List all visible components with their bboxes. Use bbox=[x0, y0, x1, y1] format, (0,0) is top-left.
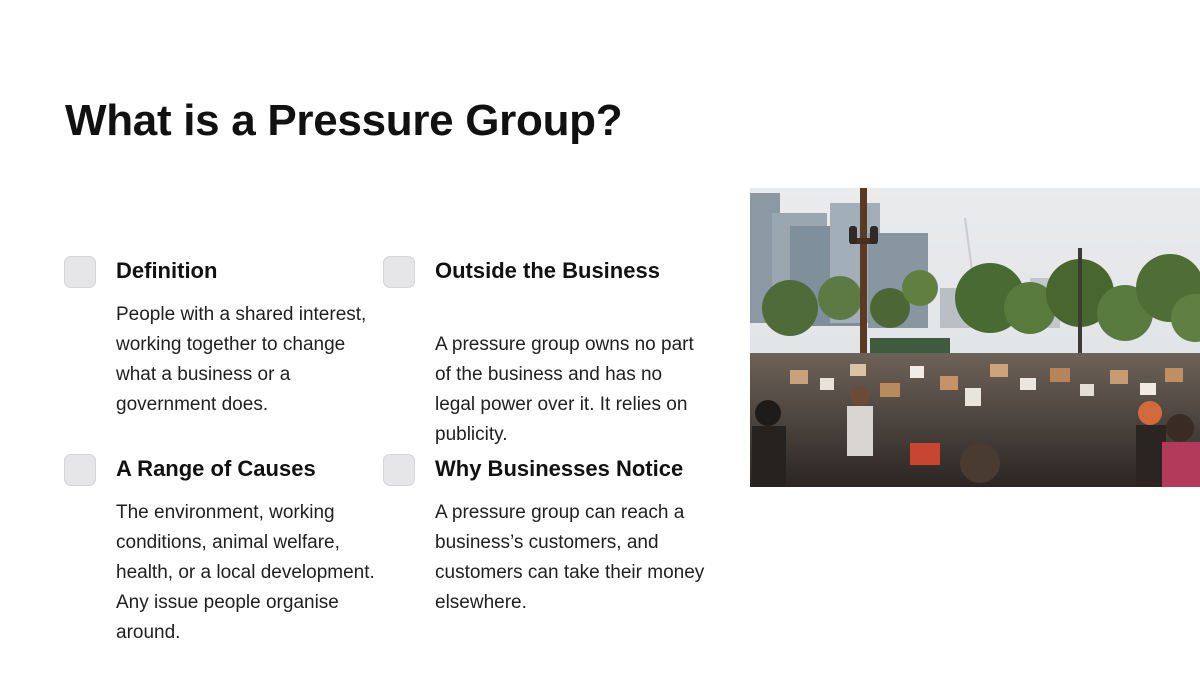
item-heading: A Range of Causes bbox=[116, 456, 316, 481]
item-body: The environment, working conditions, animal welfare, health, or a local development. Any issue people organise around. bbox=[116, 502, 375, 643]
range-of-causes-item bbox=[116, 454, 386, 648]
slide-title: What is a Pressure Group? bbox=[65, 96, 623, 145]
item-body: A pressure group can reach a business’s customers, and customers can take their money elsewhere. bbox=[435, 502, 705, 613]
checkbox-icon[interactable] bbox=[64, 454, 96, 486]
item-heading: Definition bbox=[116, 258, 218, 283]
item-heading: Outside the Business bbox=[435, 258, 660, 283]
outside-business-item bbox=[435, 256, 705, 450]
why-businesses-notice-item bbox=[435, 454, 705, 618]
definition-item bbox=[116, 256, 386, 420]
protest-crowd-photo bbox=[750, 188, 1200, 487]
item-body: A pressure group owns no part of the business and has no legal power over it. It relies on publicity. bbox=[435, 334, 694, 445]
checkbox-icon[interactable] bbox=[383, 454, 415, 486]
item-heading: Why Businesses Notice bbox=[435, 456, 684, 481]
item-body: People with a shared interest, working together to change what a business or a government does. bbox=[116, 304, 367, 415]
checkbox-icon[interactable] bbox=[64, 256, 96, 288]
checkbox-icon[interactable] bbox=[383, 256, 415, 288]
